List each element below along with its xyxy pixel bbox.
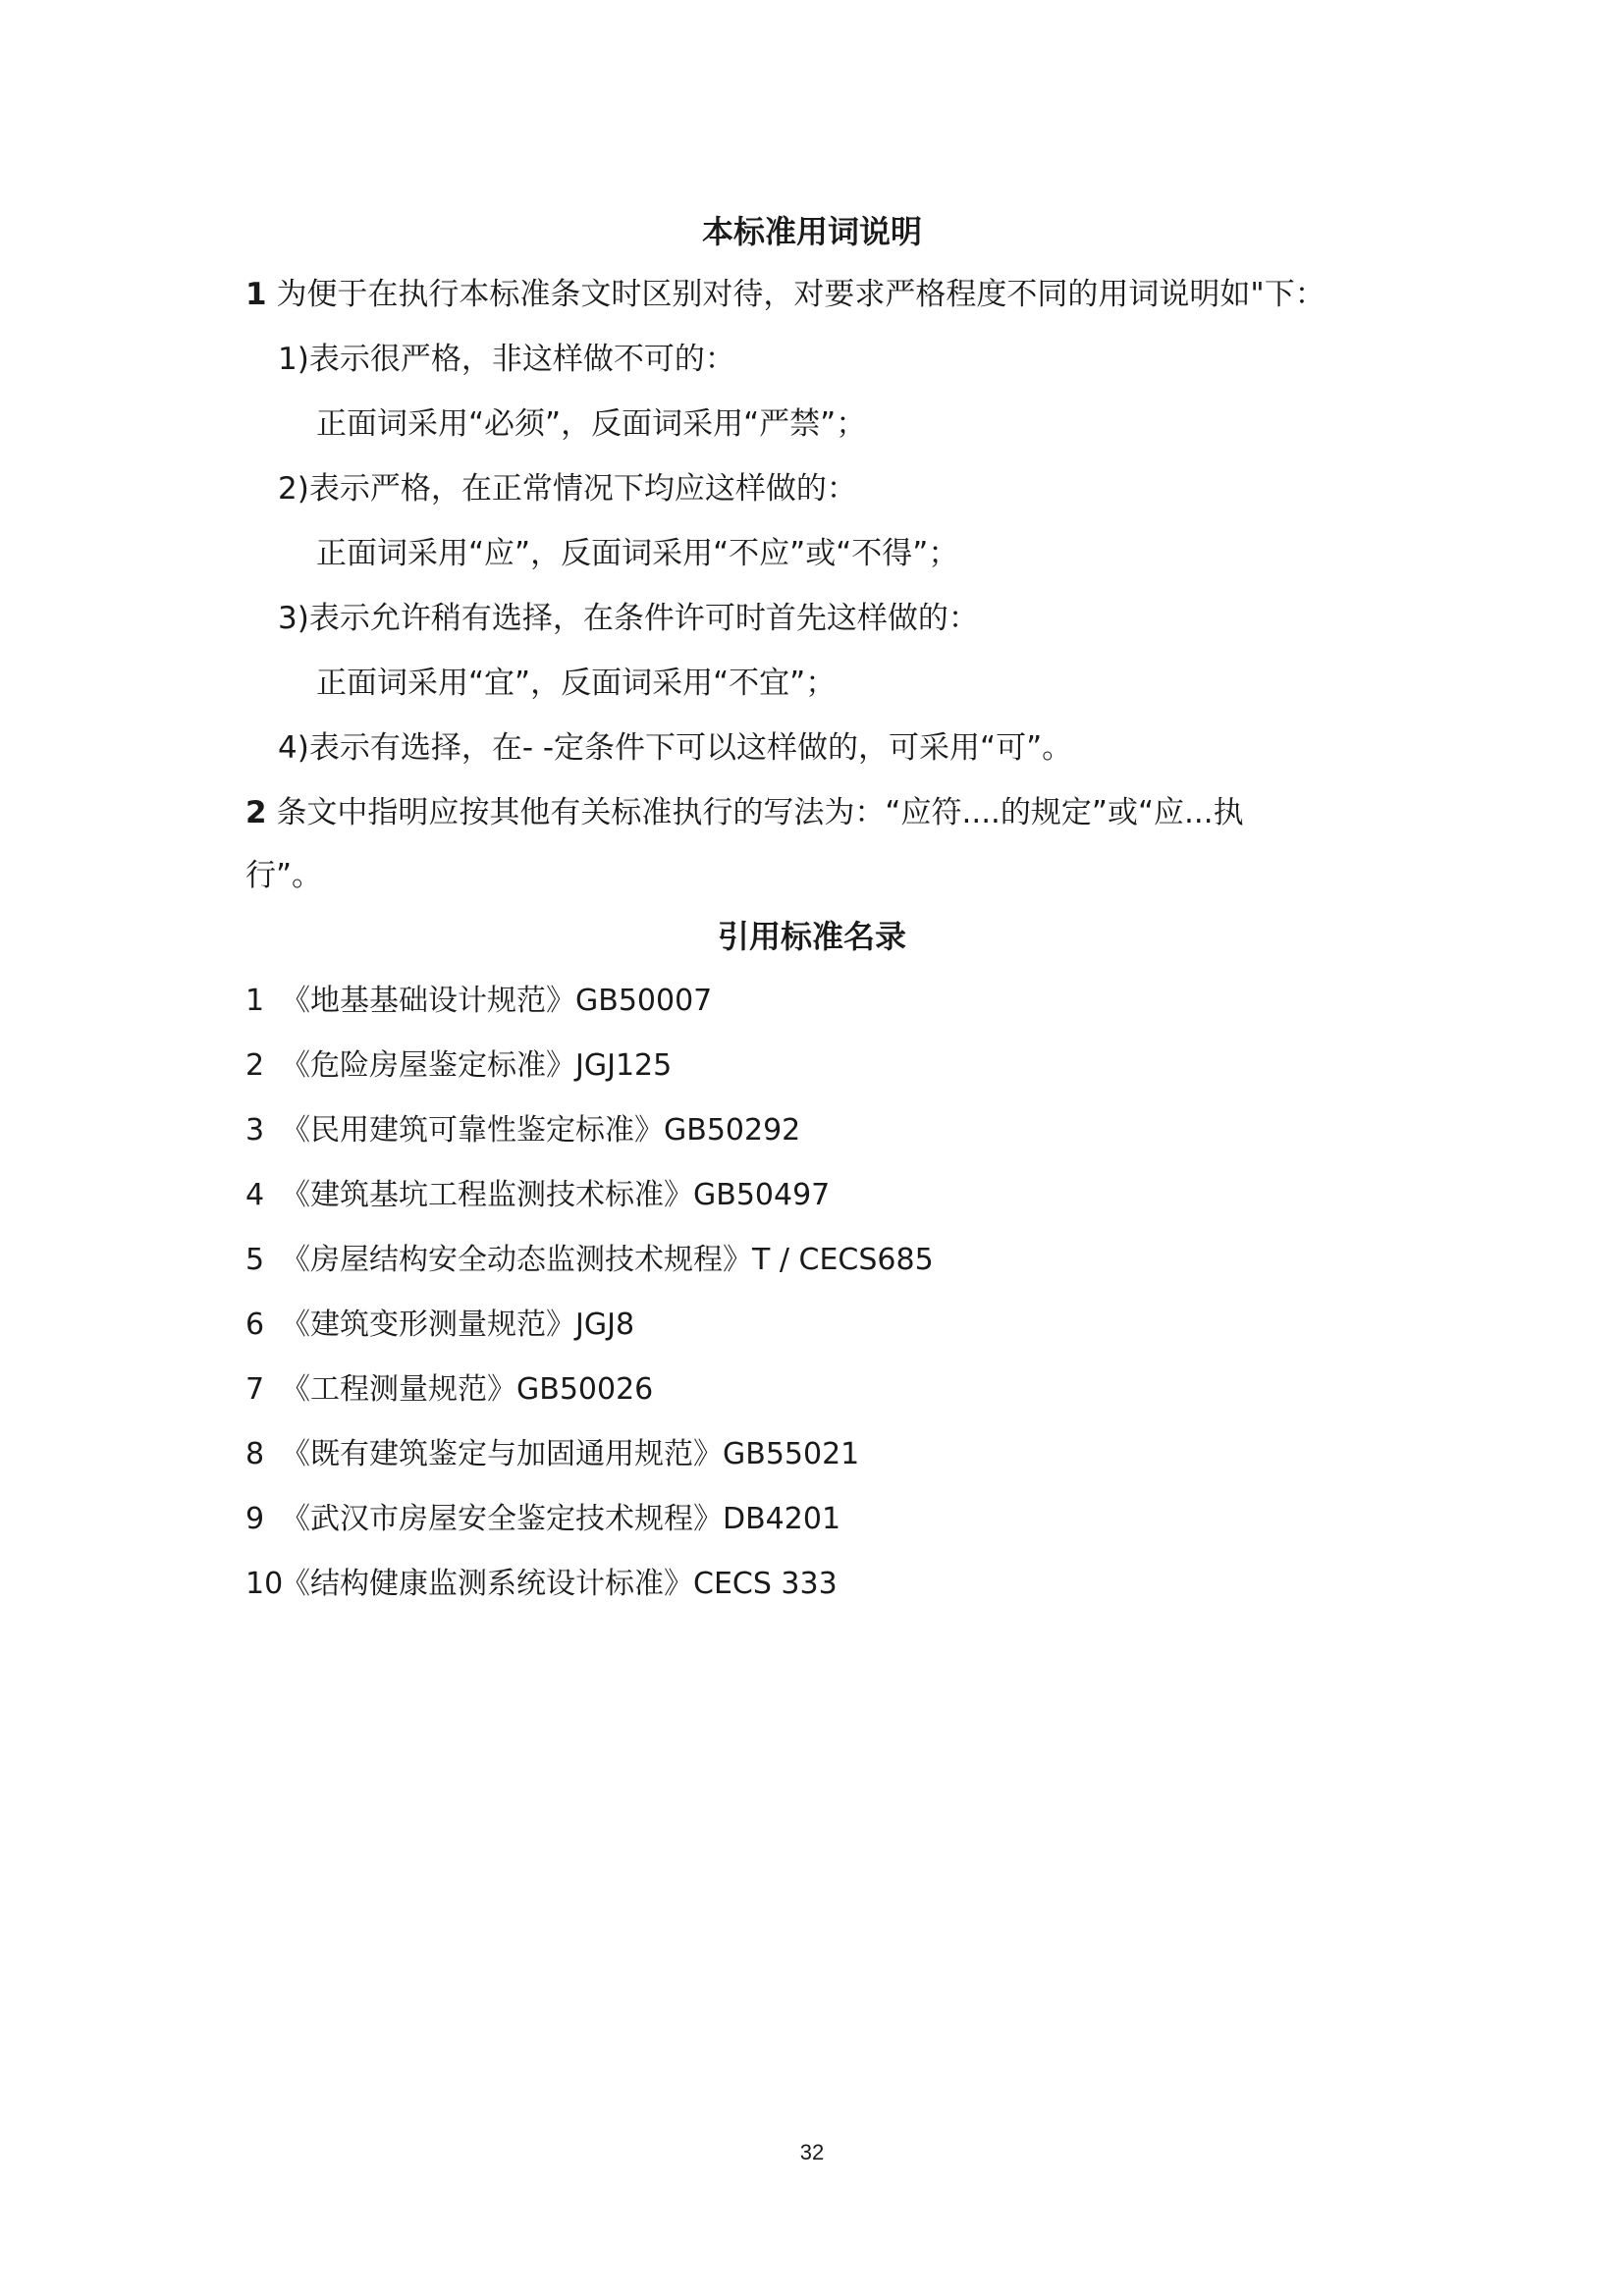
- reference-text: 《建筑基坑工程监测技术标准》GB50497: [281, 1178, 831, 1212]
- item-2-detail: 正面词采用“应”，反面词采用“不应”或“不得”；: [316, 536, 959, 571]
- reference-text: 《武汉市房屋安全鉴定技术规程》DB4201: [281, 1502, 841, 1536]
- paragraph-1: [245, 275, 1326, 314]
- reference-text: 《既有建筑鉴定与加固通用规范》GB55021: [281, 1437, 860, 1471]
- paragraph-2-number: 2: [245, 795, 267, 830]
- reference-text: 《工程测量规范》GB50026: [281, 1372, 654, 1407]
- reference-item: [245, 1500, 840, 1539]
- item-2-label: 2)表示严格，在正常情况下均应这样做的：: [278, 471, 857, 507]
- reference-number: 9: [245, 1502, 265, 1536]
- reference-number: 6: [245, 1308, 265, 1342]
- paragraph-2-text-line2: 行”。: [245, 858, 323, 893]
- paragraph-2: [245, 793, 1244, 832]
- reference-item: [245, 1565, 838, 1604]
- reference-item: [245, 1435, 859, 1474]
- reference-text: 《房屋结构安全动态监测技术规程》T / CECS685: [281, 1243, 934, 1277]
- paragraph-2-text-line1: 条文中指明应按其他有关标准执行的写法为：“应符....的规定”或“应...执: [276, 795, 1244, 830]
- item-3-label: 3)表示允许稍有选择，在条件许可时首先这样做的：: [278, 601, 979, 636]
- page-number: 32: [799, 2140, 825, 2164]
- section-title-references: 引用标准名录: [717, 918, 906, 955]
- reference-number: 1: [245, 984, 265, 1018]
- reference-number: 8: [245, 1437, 265, 1471]
- item-1-label: 1)表示很严格，非这样做不可的：: [278, 342, 735, 377]
- reference-item: [245, 982, 712, 1021]
- reference-number: 3: [245, 1113, 265, 1148]
- reference-number: 10: [245, 1567, 284, 1601]
- reference-text: 《结构健康监测系统设计标准》CECS 333: [281, 1567, 838, 1601]
- reference-text: 《地基基础设计规范》GB50007: [281, 984, 713, 1018]
- reference-text: 《建筑变形测量规范》JGJ8: [281, 1308, 635, 1342]
- reference-item: [245, 1176, 830, 1215]
- paragraph-1-text: 为便于在执行本标准条文时区别对待，对要求严格程度不同的用词说明如"下：: [276, 277, 1326, 312]
- reference-item: [245, 1046, 672, 1086]
- reference-text: 《民用建筑可靠性鉴定标准》GB50292: [281, 1113, 801, 1148]
- reference-number: 4: [245, 1178, 265, 1212]
- reference-number: 7: [245, 1372, 265, 1407]
- item-3-detail: 正面词采用“宜”，反面词采用“不宜”；: [316, 666, 837, 701]
- reference-item: [245, 1370, 653, 1410]
- reference-text: 《危险房屋鉴定标准》JGJ125: [281, 1048, 673, 1083]
- section-title-terms: 本标准用词说明: [701, 213, 922, 250]
- item-4-label: 4)表示有选择，在- -定条件下可以这样做的，可采用“可”。: [278, 730, 1073, 766]
- reference-number: 2: [245, 1048, 265, 1083]
- paragraph-1-number: 1: [245, 277, 267, 312]
- reference-item: [245, 1241, 934, 1280]
- reference-number: 5: [245, 1243, 265, 1277]
- reference-item: [245, 1111, 800, 1150]
- item-1-detail: 正面词采用“必须”，反面词采用“严禁”；: [316, 406, 867, 442]
- reference-item: [245, 1306, 634, 1345]
